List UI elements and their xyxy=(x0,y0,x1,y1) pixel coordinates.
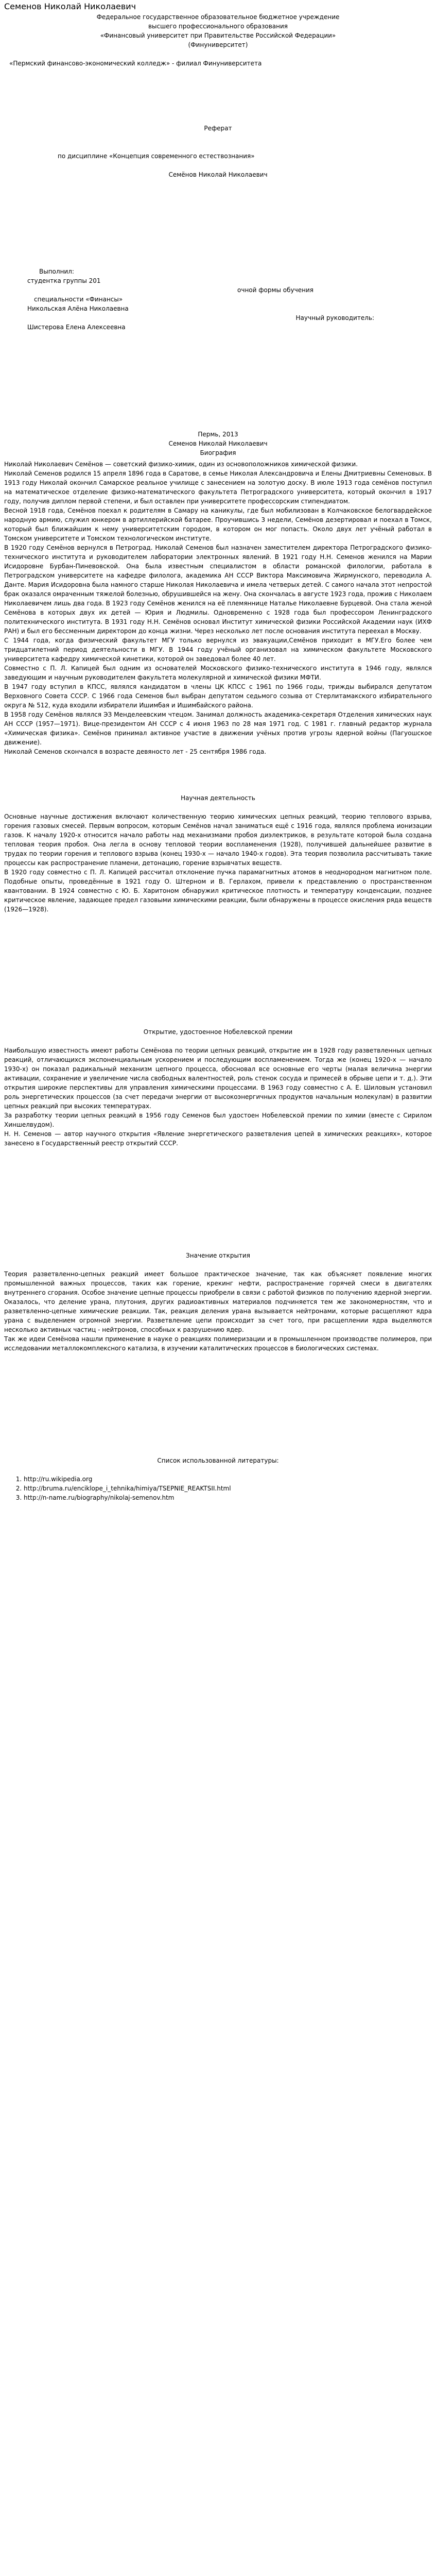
specialty: специальности «Финансы» xyxy=(34,296,123,303)
bio-paragraph: С 1944 года, когда физический факультет МГУ только вернулся из эвакуации,Семёнов приходит в МГУ.Его более чем тридцатилетний период деятельности в МГУ. В 1944 году учёный организовал на химическом факультете Московского университета кафедру химической кинетики, которой он заведовал более 40 лет. xyxy=(4,637,432,663)
reference-link[interactable]: 1. http://ru.wikipedia.org xyxy=(24,1475,432,1484)
bio-paragraph: В 1920 году Семёнов вернулся в Петроград. Николай Семенов был назначен заместителем директора Петроградского физико-технического института и руководителем лаборатории электронных явлений. В 1921 году Н.Н. Семенов женился на Марии Исидоровне Бурбан-Пиневовской. Она была известным специалистом в области романской филологии, работала в Петроградском университете на кафедре филолога, академика АН СССР Виктора Максимовича Жирмунского, переводила А. Данте. Мария Исидоровна была намного старше Николая Николаевича и имела четверых детей. С самого начала этот непростой брак оказался омраченным тяжелой болезнью, обрушившейся на жену. Она скончалась в августе 1923 года, прожив с Николаем Николаевичем лишь два года. В 1923 году Семёнов женился на её племяннице Наталье Николаевне Бурцевой. Она стала женой Семёнова в которых двух их детей — Юрия и Людмилы. Одновременно с 1928 года был профессором Ленинградского политехнического института. В 1931 году Н.Н. Семёнов основал Институт химической физики Российской Академии наук (ИХФ РАН) и был его бессменным директором до конца жизни. Через несколько лет после основания института переехал в Москву. xyxy=(4,544,432,635)
references-section xyxy=(4,1456,432,1502)
bio-paragraph: Николай Николаевич Семёнов — советский физико-химик, один из основоположников химической физики. xyxy=(4,461,358,468)
report-title: Реферат xyxy=(204,125,232,132)
header-line-1: Федеральное государственное образовательное бюджетное учреждение xyxy=(96,13,340,21)
document-title: Семенов Николай Николаевич xyxy=(4,2,136,11)
reference-link[interactable]: 3. http://n-name.ru/biography/nikolaj-semenov.htm xyxy=(24,1493,432,1502)
nobel-paragraph: Наибольшую известность имеют работы Семёнова по теории цепных реакций, открытие им в 1928 году разветвленных цепных реакций, отличающихся экспоненциальным ускорением и последующим воспламенением. Тогда же (конец 1920-х — начало 1930-х) он показал радикальный механизм цепного процесса, обосновал все основные его черты (малая величина энергии активации, сохранение и увеличение числа свободных валентностей, роль стенок сосуда и примесей в обрыве цепи и т. д.). Эти открытия широкие перспективы для управления химическими процессами. В 1963 году совместно с А. Е. Шиловым установил роль энергетических процессов (за счет передачи энергии от высокоэнергичных продуктов начальным молекулам) в развитии цепных реакций при высоких температурах. xyxy=(4,1047,432,1110)
significance-section xyxy=(4,1251,432,1353)
bio-paragraph: В 1947 году вступил в КПСС, являлся кандидатом в члены ЦК КПСС с 1961 по 1966 годы, трижды выбирался депутатом Верховного Совета СССР. С 1966 года Семенов был выбран депутатом седьмого созыва от Стерлитамакского избирательного округа № 512, куда входили избиратели Ишимбая и Ишимбайского района. xyxy=(4,683,432,709)
header-line-2: высшего профессионального образования xyxy=(148,23,288,30)
bio-paragraph: Николай Семенов родился 15 апреля 1896 года в Саратове, в семье Николая Александровича и Елены Дмитриевны Семеновых. В 1913 году Николай окончил Самарское реальное училище с занесением на золотую доску. В июле 1913 года семёнов поступил на математическое отделение физико-математического факультета Петроградского университета, который окончил в 1917 году, получив диплом первой степени, и был оставлен при университете профессорским стипендиатом. xyxy=(4,470,432,505)
header-line-5: «Пермский финансово-экономический колледж» - филиал Финуниверситета xyxy=(9,60,262,67)
bio-paragraph: Весной 1918 года, Семёнов поехал к родителям в Самару на каникулы, где был мобилизован в Колчаковское белогвардейское народную армию, служил юнкером в артиллерийской батарее. Проучившись 3 недели, Семёнов дезертировал и поехал в Томск, который был ближайшим к нему университетским городом, в котором он мог попасть. Около двух лет учёный работал в Томском университете и Томском технологическом институте. xyxy=(4,507,432,542)
supervisor-name: Шистерова Елена Алексеевна xyxy=(27,324,126,331)
science-paragraph: В 1920 году совместно с П. Л. Капицей рассчитал отклонение пучка парамагнитных атомов в неоднородном магнитном поле. Подобные опыты, проведённые в 1921 году О. Штерном и В. Герлахом, привели к представлению о пространственном квантовании. В 1924 совместно с Ю. Б. Харитоном обнаружил критическое плотность и температуру конденсации, позднее критическое явление, задающее предел газовыми химическими реакции, были обнаружены в процессе окисления ряда веществ (1926—1928). xyxy=(4,869,432,913)
science-heading: Научная деятельность xyxy=(181,794,255,802)
bio-paragraph: Совместно с П. Л. Капицей был одним из основателей Московского физико-технического института в 1946 году, являлся заведующим и научным руководителем факультета молекулярной и химической физики МФТИ. xyxy=(4,665,432,681)
science-paragraph: Основные научные достижения включают количественную теорию химических цепных реакций, теорию теплового взрыва, горения газовых смесей. Первым вопросом, которым Семёнов начал заниматься ещё с 1916 года, являлся проблема ионизации газов. К началу 1920-х относится начало работы над механизмами пробоя диэлектриков, в результате которой была создана тепловая теория пробоя. Она легла в основу тепловой теории воспламенения (1928), получившей дальнейшее развитие в трудах по теории горения и теплового взрыва (конец 1930-х — начало 1940-х годов). Эта теория позволила рассчитывать такие процессы как распространение пламени, детонацию, горение взрывчатых веществ. xyxy=(4,813,432,867)
bio-heading: Биография xyxy=(200,449,236,456)
significance-paragraph: Теория разветвленно-цепных реакций имеет большое практическое значение, так как объясняет появление многих промышленной важных процессов, таких как горение, крекинг нефти, распространение горячей смеси в двигателях внутреннего сгорания. Особое значение цепные процессы приобрели в связи с работой физиков по получению ядерной энергии. Оказалось, что деление урана, плутония, других радиоактивных материалов подчиняется тем же закономерностям, что и разветвленно-цепные химические реакции. Так, реакция деления урана вызывается нейтронами, которые расщепляют ядра урана с выделением огромной энергии. Разветвление цепи происходит за счет того, при расщеплении ядра выделяются несколько активных частиц - нейтронов, способных к разрушению ядер. xyxy=(4,1270,432,1333)
supervisor-label: Научный руководитель: xyxy=(295,314,374,321)
bio-paragraph: В 1958 году Семёнов являлся ЭЗ Менделеевским чтецом. Занимал должность академика-секретаря Отделения химических наук АН СССР (1957—1971). Вице-президентом АН СССР с 4 июня 1963 по 28 мая 1971 год. С 1981 г. главный редактор журнала «Химическая физика». Семёнов принимал активное участие в движении учёных против угрозы ядерной войны (Пагуошское движение). xyxy=(4,711,432,746)
title-page xyxy=(4,12,432,460)
student-name: Никольская Алёна Николаевна xyxy=(27,305,129,312)
science-section xyxy=(4,793,432,914)
nobel-heading: Открытие, удостоенное Нобелевской премии xyxy=(143,1028,293,1036)
nobel-paragraph: Н. Н. Семенов — автор научного открытия «Явление энергетического разветвления цепей в химических реакциях», которое занесено в Государственный реестр открытий СССР. xyxy=(4,1130,432,1147)
nobel-section xyxy=(4,1027,432,1148)
performed-by-label: Выполнил: xyxy=(39,268,74,275)
references-list xyxy=(4,1475,432,1502)
significance-heading: Значение открытия xyxy=(186,1252,250,1259)
significance-paragraph: Так же идеи Семёнова нашли применение в науке о реакциях полимеризации и в промышленном производстве полимеров, при исследовании металлокомплексного катализа, в изучении каталитических процессов в биологических системах. xyxy=(4,1335,432,1352)
student-group: студентка группы 201 xyxy=(27,277,101,284)
header-line-3: «Финансовый университет при Правительстве Российской Федерации» xyxy=(100,32,336,39)
report-topic: Семёнов Николай Николаевич xyxy=(168,171,268,178)
bio-paragraph: Николай Семенов скончался в возрасте девяносто лет - 25 сентября 1986 года. xyxy=(4,748,267,755)
reference-link[interactable]: 2. http://bruma.ru/enciklope_i_tehnika/himiya/TSEPNIE_REAKTSII.html xyxy=(24,1484,432,1493)
study-form: очной формы обучения xyxy=(237,286,313,294)
nobel-paragraph: За разработку теории цепных реакций в 1956 году Семенов был удостоен Нобелевской премии по химии (вместе с Сирилом Хиншелвудом). xyxy=(4,1112,432,1128)
references-heading: Список использованной литературы: xyxy=(157,1457,279,1464)
biography-section xyxy=(4,460,432,756)
report-subject: по дисциплине «Концепция современного естествознания» xyxy=(58,152,255,160)
bio-name: Семенов Николай Николаевич xyxy=(168,440,268,447)
header-line-4: (Финуниверситет) xyxy=(188,41,248,48)
city-year: Пермь, 2013 xyxy=(198,431,238,438)
